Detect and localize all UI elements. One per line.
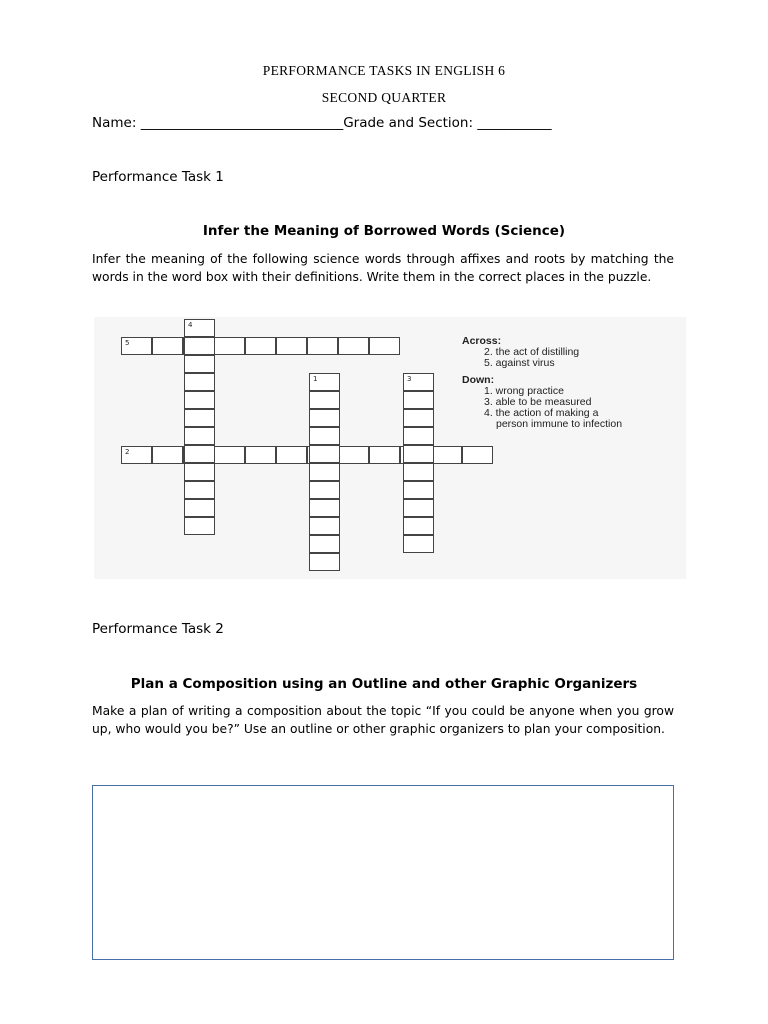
- crossword-cell[interactable]: [403, 391, 434, 409]
- crossword-cell[interactable]: [369, 446, 400, 464]
- crossword-cell[interactable]: [338, 337, 369, 355]
- crossword-cell[interactable]: [184, 445, 215, 463]
- crossword-clues: [462, 336, 622, 430]
- crossword-cell[interactable]: [403, 517, 434, 535]
- crossword-cell[interactable]: [403, 373, 434, 391]
- document-title: PERFORMANCE TASKS IN ENGLISH 6: [262, 63, 506, 78]
- document-subtitle: SECOND QUARTER: [321, 90, 447, 105]
- across-heading: Across:: [462, 335, 502, 347]
- crossword-cell[interactable]: [309, 481, 340, 499]
- crossword-cell[interactable]: [309, 535, 340, 553]
- task1-instructions: Infer the meaning of the following science words through affixes and roots by matching the words in the word box with their definitions. Write them in the correct places in the puzzle.: [92, 252, 674, 284]
- name-label: Name:: [92, 115, 137, 131]
- task1-label: Performance Task 1: [92, 169, 224, 185]
- crossword-cell[interactable]: [184, 499, 215, 517]
- crossword-cell[interactable]: [403, 409, 434, 427]
- crossword-cell[interactable]: [121, 337, 152, 355]
- crossword-cell[interactable]: [309, 517, 340, 535]
- crossword-cell[interactable]: [309, 499, 340, 517]
- clue-number: 2: [125, 448, 130, 456]
- crossword-cell[interactable]: [403, 535, 434, 553]
- crossword-cell[interactable]: [309, 373, 340, 391]
- crossword-cell[interactable]: [245, 337, 276, 355]
- crossword-cell[interactable]: [309, 463, 340, 481]
- crossword-cell[interactable]: [276, 337, 307, 355]
- down-heading: Down:: [462, 374, 495, 386]
- crossword-cell[interactable]: [309, 427, 340, 445]
- crossword-cell[interactable]: [309, 391, 340, 409]
- crossword-cell[interactable]: [307, 337, 338, 355]
- crossword-cell[interactable]: [214, 446, 245, 464]
- crossword-cell[interactable]: [431, 446, 462, 464]
- crossword-cell[interactable]: [184, 481, 215, 499]
- composition-answer-box[interactable]: [92, 785, 674, 960]
- name-grade-line: [92, 115, 552, 131]
- crossword-cell[interactable]: [184, 409, 215, 427]
- crossword-cell[interactable]: [276, 446, 307, 464]
- clue-number: 1: [313, 375, 318, 383]
- down-clue-4: 4. the action of making a: [484, 407, 599, 419]
- crossword-cell[interactable]: [184, 427, 215, 445]
- crossword-cell[interactable]: [184, 319, 215, 337]
- clue-number: 5: [125, 339, 130, 347]
- across-clue-2: 2. the act of distilling: [484, 346, 580, 358]
- crossword-cell[interactable]: [121, 446, 152, 464]
- across-clue-5: 5. against virus: [484, 357, 555, 369]
- grade-section-blank: ___________: [477, 115, 552, 131]
- grade-section-label: Grade and Section:: [343, 115, 474, 131]
- clue-number: 3: [407, 375, 412, 383]
- name-blank: ______________________________: [140, 115, 344, 131]
- crossword-cell[interactable]: [403, 445, 434, 463]
- crossword-cell[interactable]: [184, 391, 215, 409]
- crossword-cell[interactable]: [338, 446, 369, 464]
- crossword-cell[interactable]: [403, 481, 434, 499]
- crossword-cell[interactable]: [184, 463, 215, 481]
- task2-instructions: Make a plan of writing a composition about the topic “If you could be anyone when you grow up, who would you be?” Use an outline or other graphic organizers to plan your composition.: [92, 704, 674, 736]
- crossword-cell[interactable]: [369, 337, 400, 355]
- task2-heading: Plan a Composition using an Outline and other Graphic Organizers: [130, 676, 638, 692]
- crossword-cell[interactable]: [184, 373, 215, 391]
- down-clue-4-continued: person immune to infection: [496, 418, 623, 430]
- crossword-cell[interactable]: [309, 409, 340, 427]
- task1-heading: Infer the Meaning of Borrowed Words (Science): [202, 223, 566, 239]
- crossword-cell[interactable]: [152, 337, 183, 355]
- crossword-cell[interactable]: [403, 499, 434, 517]
- crossword-cell[interactable]: [152, 446, 183, 464]
- down-clue-1: 1. wrong practice: [484, 385, 564, 397]
- crossword-cell[interactable]: [214, 337, 245, 355]
- crossword-cell[interactable]: [309, 445, 340, 463]
- crossword-cell[interactable]: [184, 517, 215, 535]
- crossword-cell[interactable]: [184, 355, 215, 373]
- crossword-cell[interactable]: [403, 427, 434, 445]
- task2-label: Performance Task 2: [92, 621, 224, 637]
- crossword-cell[interactable]: [184, 337, 215, 355]
- crossword-cell[interactable]: [309, 553, 340, 571]
- clue-number: 4: [188, 321, 193, 329]
- crossword-cell[interactable]: [403, 463, 434, 481]
- down-clue-3: 3. able to be measured: [484, 396, 592, 408]
- crossword-cell[interactable]: [245, 446, 276, 464]
- crossword-cell[interactable]: [462, 446, 493, 464]
